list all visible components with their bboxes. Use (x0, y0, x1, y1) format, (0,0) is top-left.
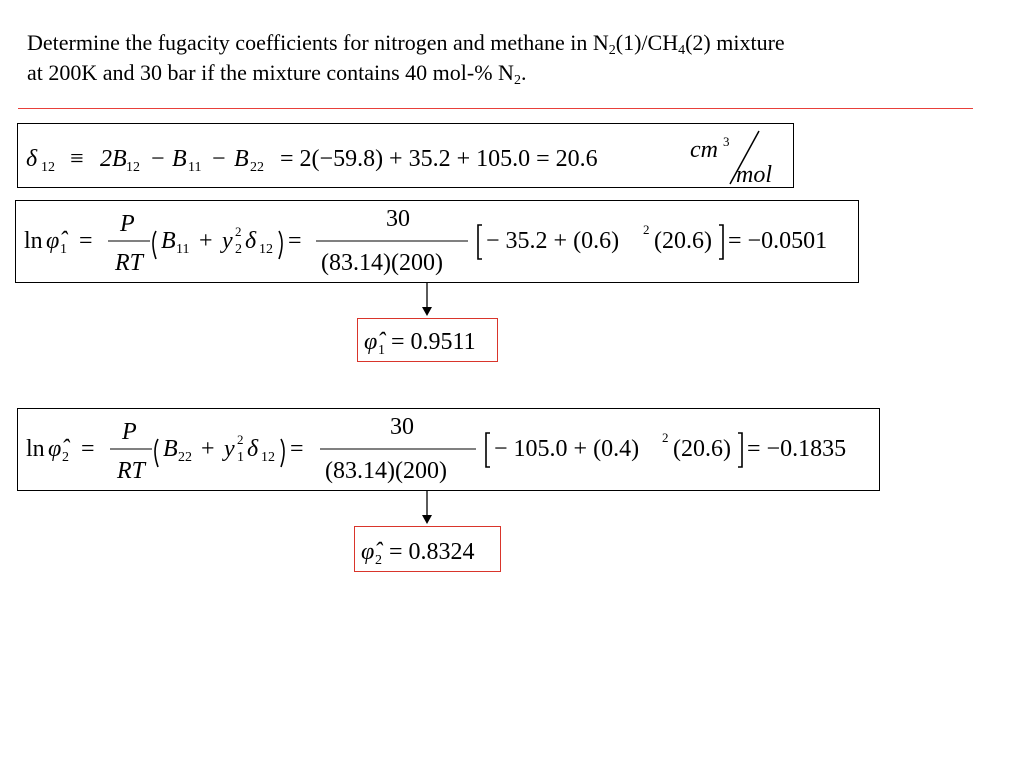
term-b: B (161, 228, 176, 254)
problem-text: . (520, 60, 527, 85)
term-y: y (224, 436, 235, 462)
subscript: 22 (250, 160, 264, 175)
fraction-denominator: (83.14)(200) (325, 458, 447, 484)
fraction-denominator: RT (115, 250, 144, 276)
phi2-answer (355, 527, 502, 573)
plus-sign: + (201, 436, 215, 462)
subscript: 1 (237, 450, 244, 465)
equals-sign: = (79, 228, 93, 254)
result-value: = −0.0501 (728, 228, 828, 254)
left-paren (153, 231, 156, 259)
right-paren (279, 231, 282, 259)
problem-text: (1)/CH (615, 30, 679, 55)
fraction-numerator: P (120, 211, 135, 237)
numeric-expression: = 2(−59.8) + 35.2 + 105.0 = 20.6 (280, 146, 598, 172)
subscript: 2 (375, 553, 382, 568)
cross-coefficient-equation-box (17, 123, 794, 188)
delta-symbol: δ (247, 436, 259, 462)
subscript: 2 (62, 450, 69, 465)
superscript: 2 (662, 430, 669, 445)
phi1-answer-box (357, 318, 498, 362)
phi1-equation (16, 201, 860, 284)
right-bracket (738, 433, 742, 467)
phi2-equation-box (17, 408, 880, 491)
fraction-numerator: P (122, 419, 137, 445)
equiv-sign: ≡ (70, 146, 84, 172)
fraction-numerator: 30 (390, 414, 414, 440)
ln-label: ln (24, 228, 43, 254)
subscript: 12 (259, 242, 273, 257)
subscript: 1 (60, 242, 67, 257)
equals-sign: = (288, 228, 302, 254)
subscript: 11 (188, 160, 202, 175)
bracket-expression: − 105.0 + (0.4) (494, 436, 640, 462)
answer-value: = 0.9511 (391, 329, 476, 355)
minus-sign: − (151, 146, 165, 172)
fraction-denominator: RT (117, 458, 146, 484)
subscript: 22 (178, 450, 192, 465)
delta-symbol: δ (26, 146, 38, 172)
left-paren (155, 439, 158, 467)
superscript: 2 (643, 222, 650, 237)
superscript: 2 (235, 224, 242, 239)
phi-hat-symbol: φ̂ (46, 228, 60, 254)
phi1-equation-box (15, 200, 859, 283)
minus-sign: − (212, 146, 226, 172)
subscript: 1 (378, 343, 385, 358)
fraction-denominator: (83.14)(200) (321, 250, 443, 276)
term-b22: B (234, 146, 249, 172)
right-paren (281, 439, 284, 467)
delta-symbol: δ (245, 228, 257, 254)
subscript: 12 (41, 160, 55, 175)
bracket-expression-tail: (20.6) (673, 436, 731, 462)
phi2-answer-box (354, 526, 501, 572)
unit-denominator: mol (736, 162, 772, 188)
problem-text: (2) mixture (685, 30, 785, 55)
subscript: 4 (678, 43, 686, 58)
phi1-answer (358, 319, 499, 363)
problem-statement (27, 28, 1012, 88)
bracket-expression-tail: (20.6) (654, 228, 712, 254)
superscript: 3 (723, 134, 730, 149)
term-y: y (222, 228, 233, 254)
equals-sign: = (290, 436, 304, 462)
plus-sign: + (199, 228, 213, 254)
term-b11: B (172, 146, 187, 172)
subscript: 2 (513, 73, 521, 88)
subscript: 12 (261, 450, 275, 465)
right-bracket (719, 225, 723, 259)
down-arrow-icon (419, 491, 435, 525)
term-2b12: 2B (100, 146, 127, 172)
problem-text: Determine the fugacity coefficients for nitrogen and methane in N (27, 30, 609, 55)
phi2-equation (18, 409, 881, 492)
subscript: 11 (176, 242, 190, 257)
term-b: B (163, 436, 178, 462)
left-bracket (486, 433, 490, 467)
subscript: 2 (235, 242, 242, 257)
divider-line (18, 108, 973, 109)
bracket-expression: − 35.2 + (0.6) (486, 228, 620, 254)
phi-hat-symbol: φ̂ (361, 539, 375, 565)
problem-text: at 200K and 30 bar if the mixture contains 40 mol-% N (27, 60, 514, 85)
cross-coefficient-equation (18, 124, 795, 189)
result-value: = −0.1835 (747, 436, 847, 462)
phi-hat-symbol: φ̂ (48, 436, 62, 462)
unit-numerator: cm (690, 137, 718, 163)
down-arrow-icon (419, 283, 435, 317)
fraction-numerator: 30 (386, 206, 410, 232)
ln-label: ln (26, 436, 45, 462)
phi-hat-symbol: φ̂ (364, 329, 378, 355)
answer-value: = 0.8324 (389, 539, 475, 565)
left-bracket (478, 225, 482, 259)
equals-sign: = (81, 436, 95, 462)
subscript: 12 (126, 160, 140, 175)
subscript: 2 (608, 43, 616, 58)
superscript: 2 (237, 432, 244, 447)
